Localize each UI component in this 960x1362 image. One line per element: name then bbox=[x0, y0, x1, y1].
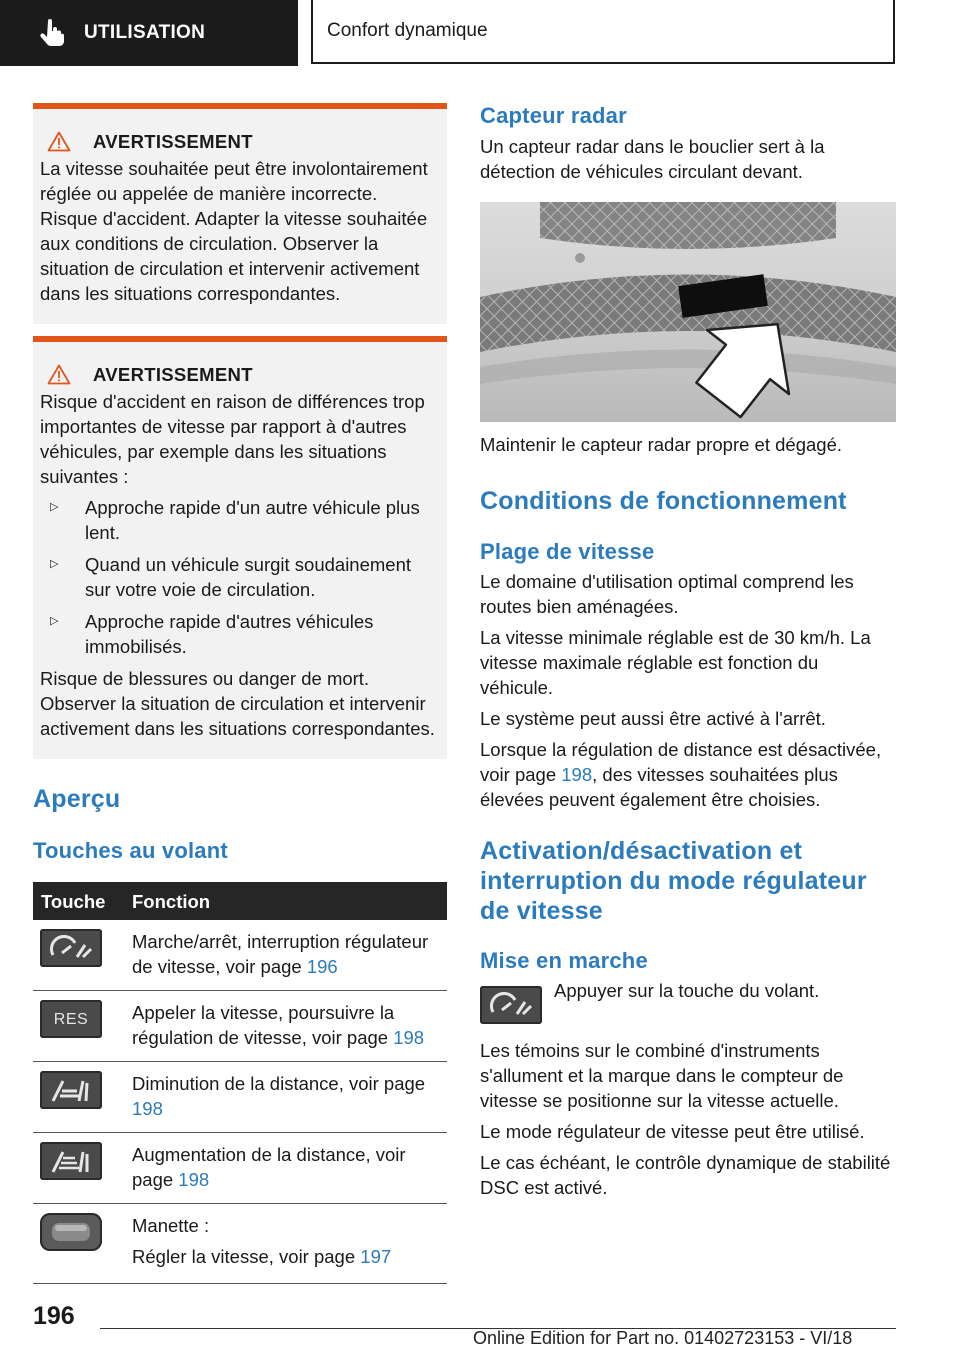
warning-triangle-icon bbox=[47, 131, 71, 152]
left-column bbox=[33, 103, 447, 1284]
chapter-tab bbox=[0, 0, 298, 66]
warning-box-1 bbox=[33, 103, 447, 324]
page-link[interactable]: 198 bbox=[178, 1169, 210, 1190]
list-item: ▷ Approche rapide d'autres véhicules immobilisés. bbox=[40, 609, 439, 659]
distance-increase-icon bbox=[40, 1142, 102, 1180]
warning-box-2 bbox=[33, 336, 447, 759]
icon-instruction-text: Appuyer sur la touche du volant. bbox=[554, 980, 820, 1001]
conditions-p3: Le système peut aussi être activé à l'arrêt. bbox=[480, 708, 826, 729]
warning-header bbox=[47, 129, 439, 154]
radar-sensor-photo bbox=[480, 202, 896, 422]
warning-outro: Risque de blessures ou danger de mort. Observer la situation de circulation et intervenir activement dans les situations correspondantes. bbox=[40, 668, 435, 739]
list-item: ▷ Quand un véhicule surgit soudainement sur votre voie de circulation. bbox=[40, 552, 439, 602]
table-header-row bbox=[33, 882, 447, 920]
radar-caption: Maintenir le capteur radar propre et dégagé. bbox=[480, 434, 842, 455]
radar-heading: Capteur radar bbox=[480, 103, 627, 128]
table-row: Diminution de la distance, voir page 198 bbox=[33, 1062, 447, 1133]
hand-pointer-icon bbox=[40, 19, 64, 47]
section-tab bbox=[311, 0, 895, 64]
conditions-p4: Lorsque la régulation de distance est désactivée, voir page 198, des vitesses souhaitées plus élevées peuvent également être choisies. bbox=[480, 739, 882, 810]
radar-text: Un capteur radar dans le bouclier sert à la détection de véhicules circulant devant. bbox=[480, 136, 825, 182]
distance-decrease-icon bbox=[40, 1071, 102, 1109]
keys-subheading: Touches au volant bbox=[33, 838, 228, 863]
right-column bbox=[480, 103, 896, 1200]
page-number: 196 bbox=[33, 1302, 75, 1330]
steering-keys-table bbox=[33, 882, 447, 1284]
page-link[interactable]: 197 bbox=[360, 1246, 392, 1267]
res-button-icon: RES bbox=[40, 1000, 102, 1038]
warning-title: AVERTISSEMENT bbox=[93, 131, 253, 152]
activation-p3: Le cas échéant, le contrôle dynamique de stabilité DSC est activé. bbox=[480, 1152, 891, 1198]
overview-heading: Aperçu bbox=[33, 785, 121, 813]
page-link[interactable]: 196 bbox=[306, 956, 338, 977]
cruise-control-icon bbox=[40, 929, 102, 967]
warning-triangle-icon bbox=[47, 364, 71, 385]
column-header-function: Fonction bbox=[132, 882, 447, 920]
section-title: Confort dynamique bbox=[327, 20, 488, 41]
switch-on-subheading: Mise en marche bbox=[480, 948, 648, 973]
warning-list bbox=[40, 495, 439, 659]
conditions-heading: Conditions de fonctionnement bbox=[480, 487, 847, 515]
page-header bbox=[0, 0, 960, 66]
warning-text: La vitesse souhaitée peut être involontairement réglée ou appelée de manière incorrecte. Risque d'accident. Adapter la vitesse souhaitée aux conditions de circulation. Observer la situation de circulation et intervenir activement dans les situations correspondantes. bbox=[40, 158, 428, 304]
edition-text: Online Edition for Part no. 01402723153 - VI/18 bbox=[473, 1328, 853, 1348]
page-link[interactable]: 198 bbox=[561, 764, 593, 785]
cruise-control-icon bbox=[480, 986, 542, 1024]
warning-intro: Risque d'accident en raison de différences trop importantes de vitesse par rapport à d'autres véhicules, par exemple dans les situations suivantes : bbox=[40, 391, 425, 487]
table-row: Augmentation de la distance, voir page 198 bbox=[33, 1133, 447, 1204]
chapter-title: UTILISATION bbox=[84, 22, 206, 43]
bullet-triangle-icon: ▷ bbox=[50, 558, 59, 570]
table-row: Manette : Régler la vitesse, voir page 197 bbox=[33, 1204, 447, 1284]
column-header-key: Touche bbox=[33, 882, 132, 920]
page-footer bbox=[0, 1290, 960, 1362]
speed-range-subheading: Plage de vitesse bbox=[480, 539, 655, 564]
bullet-triangle-icon: ▷ bbox=[50, 501, 59, 513]
rocker-switch-icon bbox=[40, 1213, 102, 1251]
activation-p1: Les témoins sur le combiné d'instruments s'allument et la marque dans le compteur de vitesse se positionne sur la vitesse actuelle. bbox=[480, 1040, 844, 1111]
conditions-p2: La vitesse minimale réglable est de 30 km/h. La vitesse maximale réglable est fonction du véhicule. bbox=[480, 627, 871, 698]
bullet-triangle-icon: ▷ bbox=[50, 615, 59, 627]
page-link[interactable]: 198 bbox=[132, 1098, 163, 1119]
icon-instruction bbox=[480, 980, 896, 1024]
activation-p2: Le mode régulateur de vitesse peut être utilisé. bbox=[480, 1121, 865, 1142]
activation-heading: Activation/désactivation et interruption du mode régulateur de vitesse bbox=[480, 837, 867, 925]
table-row: Marche/arrêt, interruption régulateur de vitesse, voir page 196 bbox=[33, 920, 447, 991]
warning-header bbox=[47, 362, 439, 387]
page-link[interactable]: 198 bbox=[393, 1027, 425, 1048]
table-row: RES Appeler la vitesse, poursuivre la régulation de vitesse, voir page 198 bbox=[33, 991, 447, 1062]
conditions-p1: Le domaine d'utilisation optimal comprend les routes bien aménagées. bbox=[480, 571, 854, 617]
warning-title: AVERTISSEMENT bbox=[93, 364, 253, 385]
list-item: ▷ Approche rapide d'un autre véhicule plus lent. bbox=[40, 495, 439, 545]
